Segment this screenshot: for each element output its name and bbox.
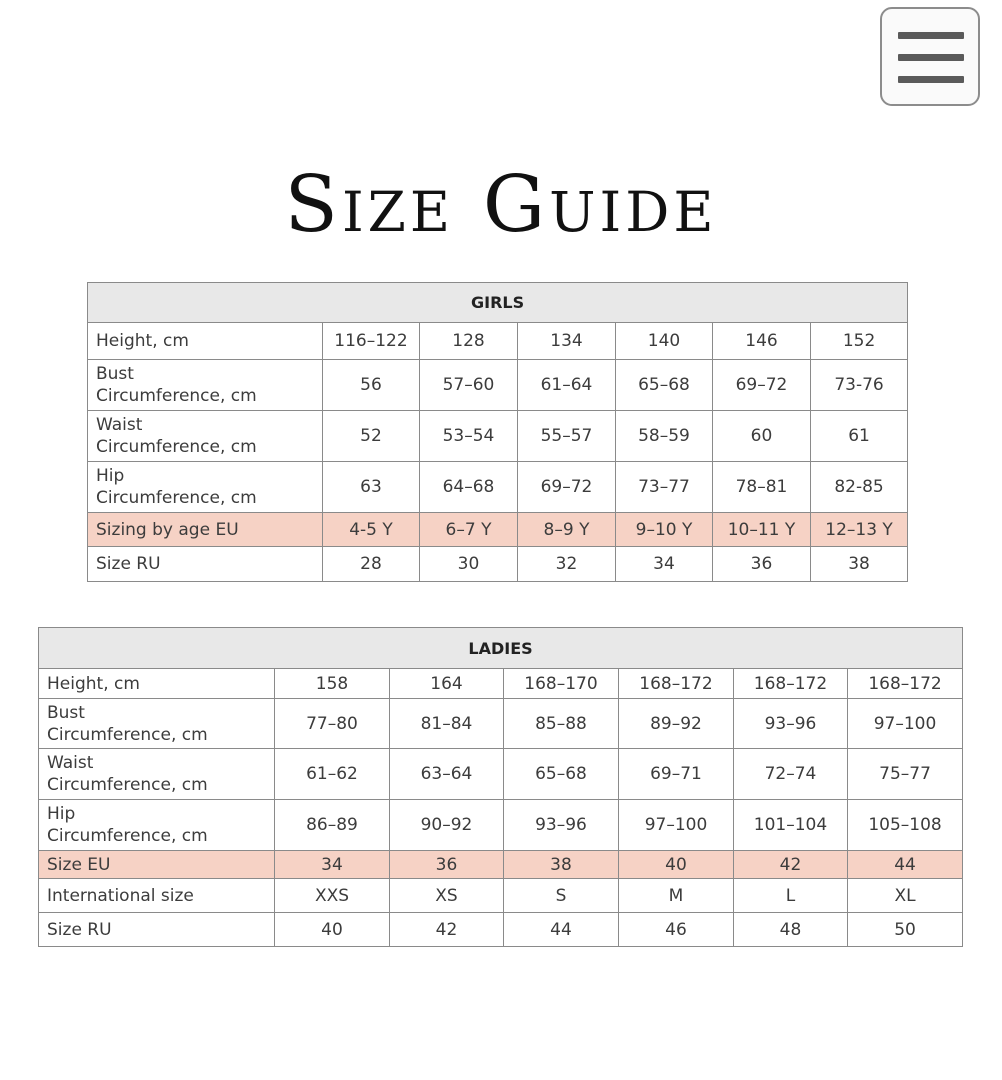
table-row: [39, 913, 963, 947]
table-cell: 6–7 Y: [420, 513, 518, 547]
table-row-highlighted: [88, 513, 908, 547]
row-label: Size RU: [39, 913, 275, 947]
table-cell: 52: [323, 411, 420, 462]
table-row: [39, 800, 963, 851]
table-cell: 42: [390, 913, 504, 947]
table-cell: 9–10 Y: [616, 513, 713, 547]
table-row: [88, 411, 908, 462]
table-row: [39, 749, 963, 800]
table-cell: M: [619, 879, 734, 913]
table-cell: 93–96: [504, 800, 619, 851]
table-cell: 40: [619, 851, 734, 879]
girls-table-title: GIRLS: [88, 283, 908, 323]
table-cell: 97–100: [619, 800, 734, 851]
table-cell: 86–89: [275, 800, 390, 851]
table-cell: 4-5 Y: [323, 513, 420, 547]
table-cell: 72–74: [734, 749, 848, 800]
table-cell: L: [734, 879, 848, 913]
table-cell: 73-76: [811, 360, 908, 411]
table-cell: 65–68: [616, 360, 713, 411]
table-cell: 32: [518, 547, 616, 582]
table-cell: 61: [811, 411, 908, 462]
table-cell: 105–108: [848, 800, 963, 851]
table-cell: 152: [811, 323, 908, 360]
table-cell: 65–68: [504, 749, 619, 800]
row-label: Bust Circumference, cm: [88, 360, 323, 411]
table-cell: 69–72: [713, 360, 811, 411]
table-cell: 146: [713, 323, 811, 360]
table-cell: 57–60: [420, 360, 518, 411]
table-cell: 168–172: [848, 669, 963, 699]
table-cell: XXS: [275, 879, 390, 913]
row-label: International size: [39, 879, 275, 913]
table-row-highlighted: [39, 851, 963, 879]
table-cell: 116–122: [323, 323, 420, 360]
table-cell: 63: [323, 462, 420, 513]
table-row: [88, 547, 908, 582]
table-cell: 56: [323, 360, 420, 411]
table-cell: 128: [420, 323, 518, 360]
table-row: [88, 360, 908, 411]
table-cell: 48: [734, 913, 848, 947]
table-cell: 77–80: [275, 699, 390, 749]
table-cell: 81–84: [390, 699, 504, 749]
row-label: Bust Circumference, cm: [39, 699, 275, 749]
table-row: [39, 879, 963, 913]
girls-size-table: [87, 282, 908, 582]
table-row: [39, 699, 963, 749]
table-cell: 90–92: [390, 800, 504, 851]
table-cell: 36: [713, 547, 811, 582]
row-label: Hip Circumference, cm: [39, 800, 275, 851]
table-row: [88, 462, 908, 513]
table-cell: 168–172: [619, 669, 734, 699]
table-cell: 168–170: [504, 669, 619, 699]
table-cell: XL: [848, 879, 963, 913]
ladies-table-title: LADIES: [39, 628, 963, 669]
table-cell: 93–96: [734, 699, 848, 749]
table-row: [39, 669, 963, 699]
table-cell: XS: [390, 879, 504, 913]
table-row: [88, 323, 908, 360]
table-cell: 12–13 Y: [811, 513, 908, 547]
table-cell: 55–57: [518, 411, 616, 462]
table-cell: 64–68: [420, 462, 518, 513]
table-cell: 140: [616, 323, 713, 360]
table-cell: 34: [275, 851, 390, 879]
menu-button[interactable]: [880, 7, 980, 106]
table-cell: 28: [323, 547, 420, 582]
row-label: Waist Circumference, cm: [39, 749, 275, 800]
table-cell: 53–54: [420, 411, 518, 462]
table-cell: 168–172: [734, 669, 848, 699]
table-cell: 134: [518, 323, 616, 360]
table-cell: 73–77: [616, 462, 713, 513]
table-cell: 38: [811, 547, 908, 582]
table-cell: 164: [390, 669, 504, 699]
table-cell: 34: [616, 547, 713, 582]
table-cell: 85–88: [504, 699, 619, 749]
table-cell: 36: [390, 851, 504, 879]
table-cell: 58–59: [616, 411, 713, 462]
table-cell: 40: [275, 913, 390, 947]
row-label: Size RU: [88, 547, 323, 582]
table-cell: 69–71: [619, 749, 734, 800]
row-label: Height, cm: [88, 323, 323, 360]
table-cell: 46: [619, 913, 734, 947]
table-cell: 61–64: [518, 360, 616, 411]
table-cell: 75–77: [848, 749, 963, 800]
page-title: Size Guide: [284, 160, 718, 250]
table-cell: S: [504, 879, 619, 913]
table-cell: 44: [848, 851, 963, 879]
row-label: Waist Circumference, cm: [88, 411, 323, 462]
table-cell: 8–9 Y: [518, 513, 616, 547]
row-label: Sizing by age EU: [88, 513, 323, 547]
row-label: Height, cm: [39, 669, 275, 699]
table-cell: 78–81: [713, 462, 811, 513]
table-cell: 30: [420, 547, 518, 582]
table-cell: 44: [504, 913, 619, 947]
table-cell: 82-85: [811, 462, 908, 513]
row-label: Hip Circumference, cm: [88, 462, 323, 513]
table-cell: 61–62: [275, 749, 390, 800]
table-cell: 63–64: [390, 749, 504, 800]
table-cell: 60: [713, 411, 811, 462]
table-cell: 89–92: [619, 699, 734, 749]
table-cell: 97–100: [848, 699, 963, 749]
table-cell: 69–72: [518, 462, 616, 513]
table-cell: 158: [275, 669, 390, 699]
table-cell: 38: [504, 851, 619, 879]
table-cell: 101–104: [734, 800, 848, 851]
row-label: Size EU: [39, 851, 275, 879]
table-cell: 50: [848, 913, 963, 947]
ladies-size-table: [38, 627, 963, 947]
table-cell: 42: [734, 851, 848, 879]
table-cell: 10–11 Y: [713, 513, 811, 547]
